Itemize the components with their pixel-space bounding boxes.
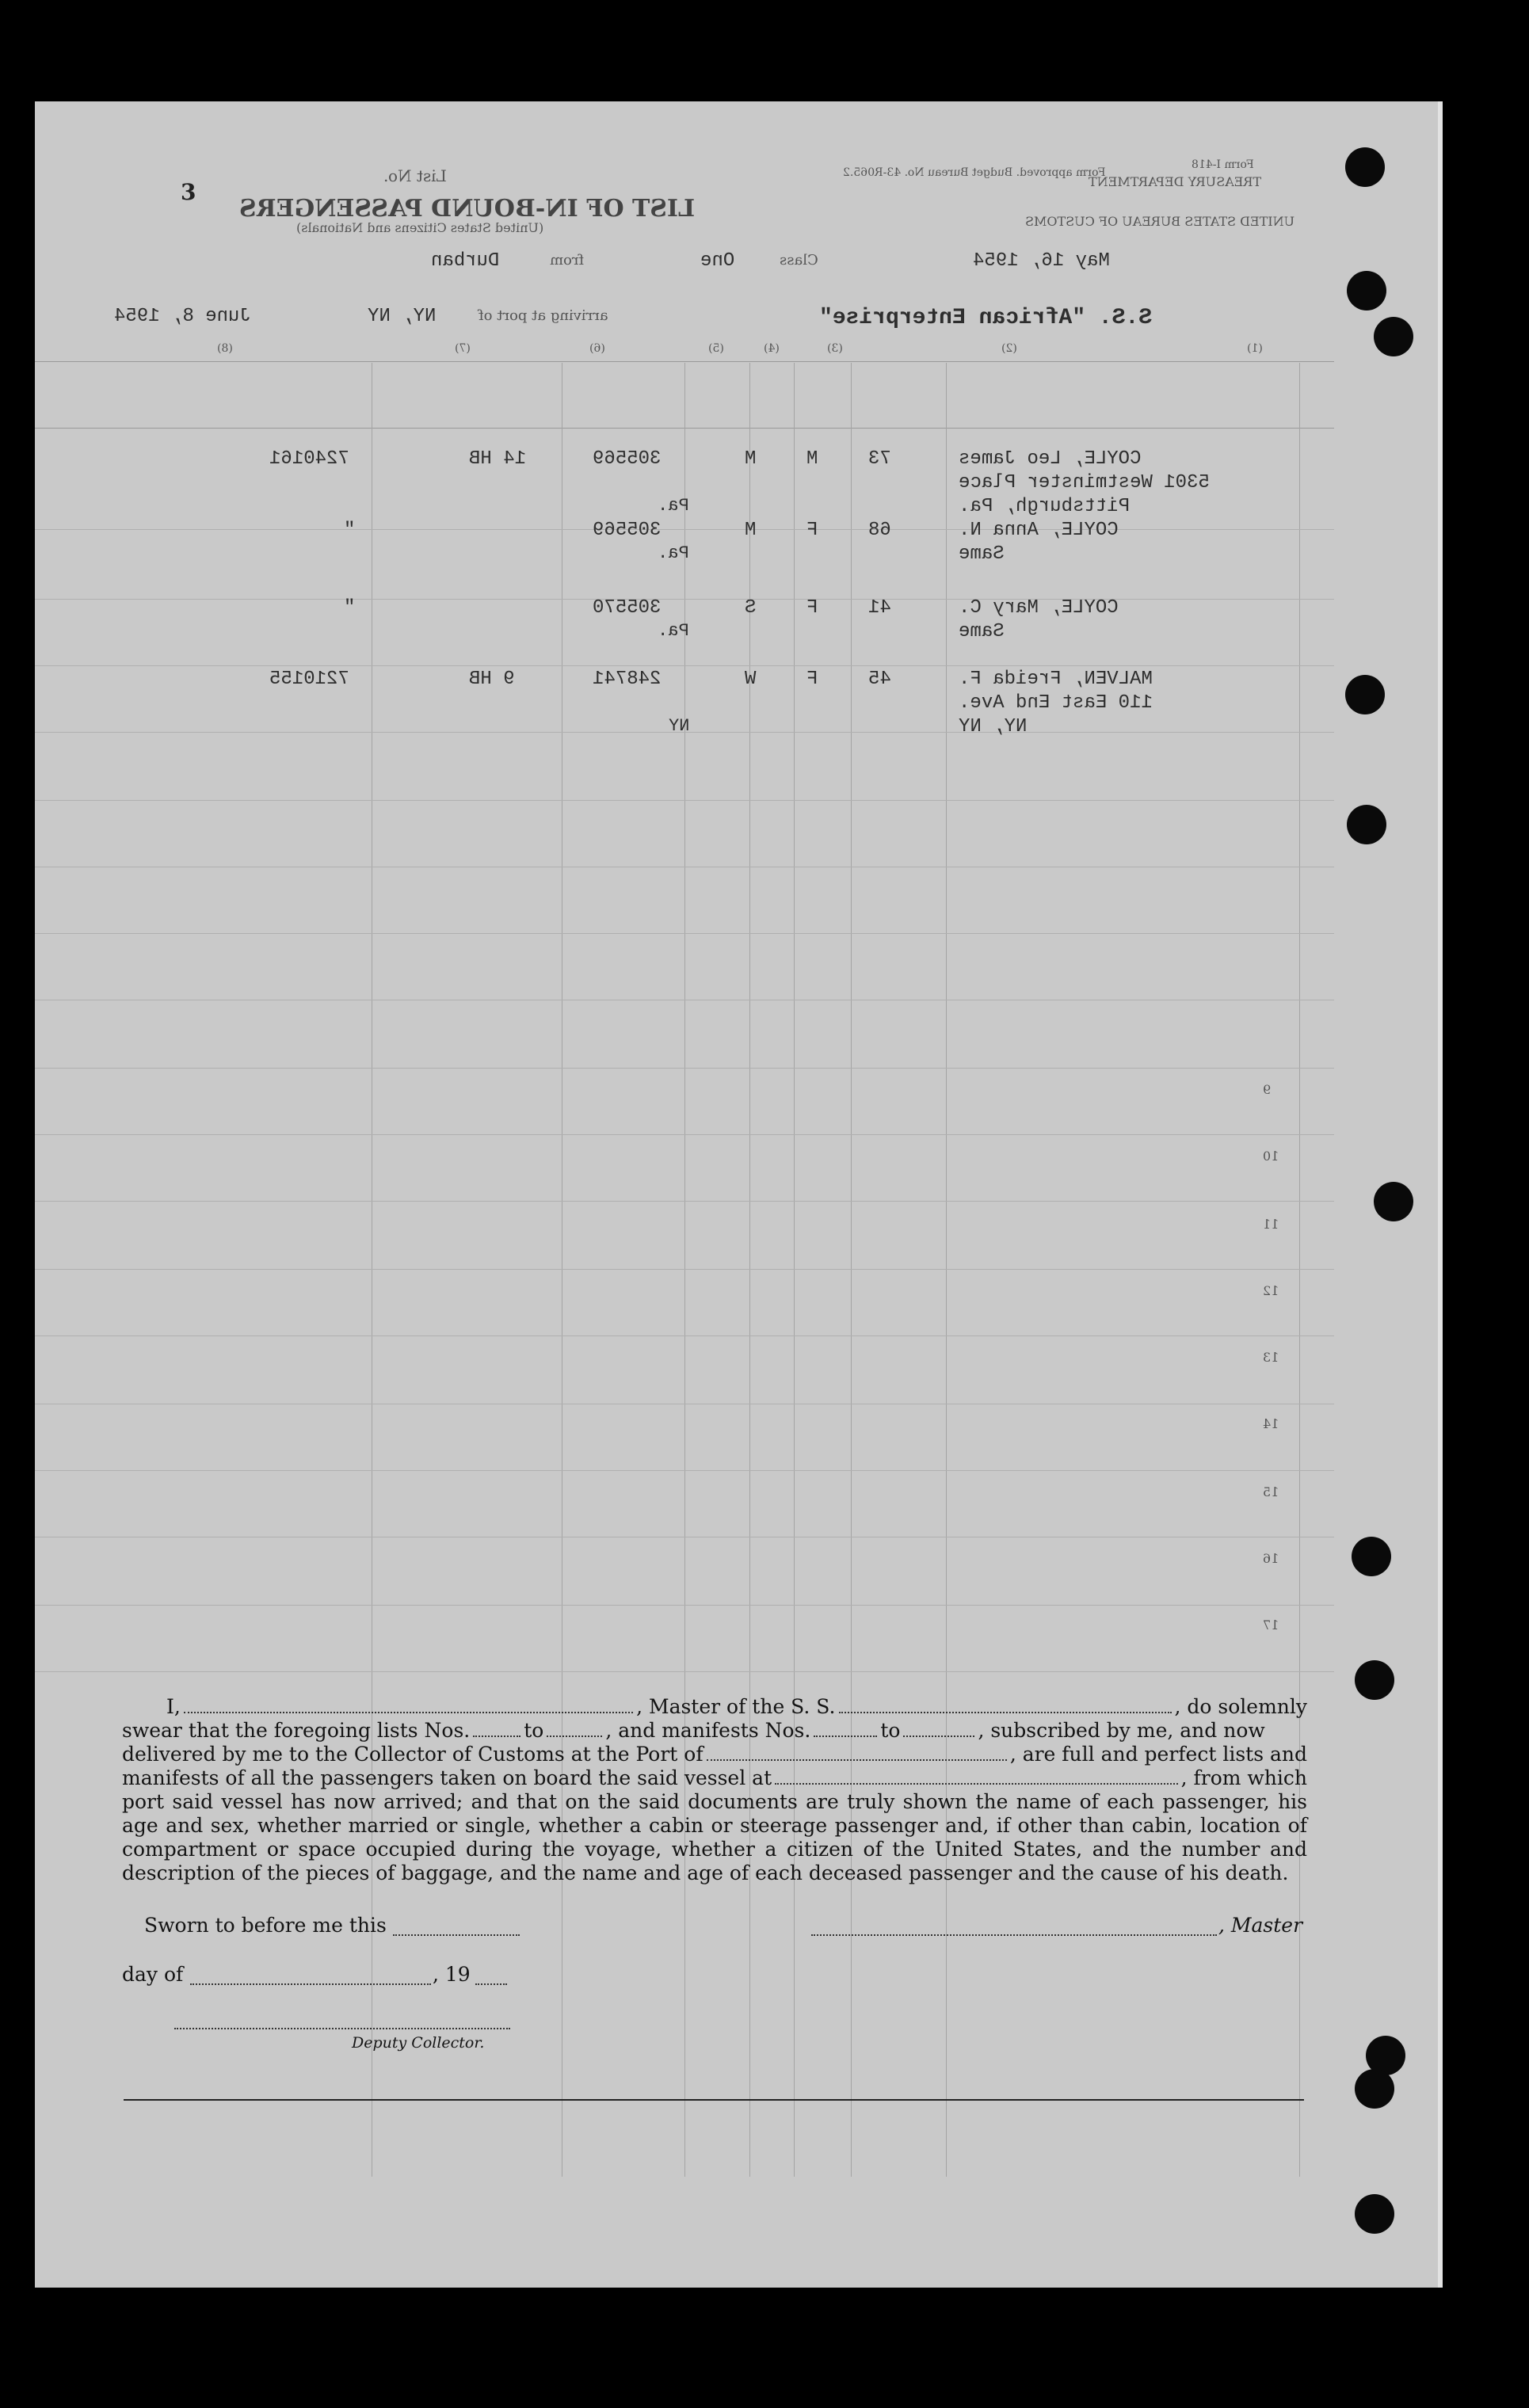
passenger-name: MALVEN, Freida F. [959, 669, 1153, 690]
col-number: (7) [455, 342, 471, 355]
row-number: 14 [1263, 1416, 1279, 1431]
row-rule [35, 665, 1334, 666]
passenger-cert: 248741 [593, 669, 662, 690]
passenger-address: NY, NY [959, 716, 1028, 737]
row-rule [35, 1134, 1334, 1135]
oath-text: , are full and perfect lists and [1009, 1743, 1307, 1766]
column-rule [851, 363, 852, 2177]
binder-hole [1345, 147, 1385, 187]
page-right-edge [1438, 101, 1443, 2288]
class-value: One [700, 250, 735, 272]
day-of-label: day of [122, 1963, 184, 1986]
oath-text: , subscribed by me, and now [978, 1719, 1265, 1742]
row-number: 10 [1263, 1149, 1279, 1164]
header-rule [35, 361, 1334, 362]
binder-hole [1345, 675, 1385, 714]
row-rule [35, 1335, 1334, 1336]
page-number: 3 [181, 179, 196, 205]
ship-name-field[interactable] [839, 1712, 1172, 1713]
passenger-age: 73 [868, 448, 891, 470]
class-label: Class [780, 252, 818, 269]
passenger-name: COYLE, Anna N. [959, 520, 1119, 541]
passenger-address: Same [959, 621, 1005, 642]
master-oath [122, 1695, 1307, 1885]
list-from-field[interactable] [473, 1736, 520, 1737]
binder-hole [1347, 805, 1386, 844]
oath-text: , from which [1180, 1766, 1307, 1789]
passenger-baggage: 7240161 [269, 448, 349, 470]
sworn-label: Sworn to before me this [144, 1914, 387, 1937]
passenger-address: 110 East End Ave. [959, 692, 1153, 714]
oath-text: delivered by me to the Collector of Customs at the Port of [122, 1743, 703, 1766]
budget-note: Form approved. Budget Bureau No. 43-R065.2 [843, 166, 1106, 179]
binder-hole [1355, 2194, 1394, 2234]
arrival-date: June 8, 1954 [114, 306, 251, 327]
department: TREASURY DEPARTMENT [1089, 174, 1262, 189]
arrival-port: NY, NY [368, 306, 437, 327]
passenger-age: 41 [868, 597, 891, 619]
row-rule [35, 599, 1334, 600]
oath-text: I, [166, 1695, 181, 1718]
oath-text: to [880, 1719, 901, 1742]
col-number: (5) [708, 342, 724, 355]
passenger-age: 45 [868, 669, 891, 690]
binder-hole [1374, 1182, 1413, 1221]
oath-text: , do solemnly [1174, 1695, 1307, 1718]
column-rule [1299, 363, 1300, 2177]
list-to-field[interactable] [547, 1736, 602, 1737]
bureau: UNITED STATES BUREAU OF CUSTOMS [1025, 214, 1295, 229]
col-number: (2) [1001, 342, 1017, 355]
row-rule [35, 1470, 1334, 1471]
passenger-sex: F [806, 597, 818, 619]
column-rule [794, 363, 795, 2177]
binder-hole [1374, 317, 1413, 356]
row-number: 17 [1263, 1617, 1279, 1633]
list-no-label: List No. [383, 166, 447, 185]
manifest-to-field[interactable] [903, 1736, 974, 1737]
passenger-state: NY [669, 716, 690, 736]
row-rule [35, 1201, 1334, 1202]
passenger-state: Pa. [658, 543, 689, 563]
master-signature-field[interactable] [811, 1934, 1217, 1936]
passenger-baggage: " [344, 520, 356, 541]
manifest-page [35, 101, 1443, 2288]
list-title: LIST OF IN-BOUND PASSENGERS [239, 195, 696, 223]
column-rule [749, 363, 750, 2177]
sworn-date-field[interactable] [393, 1934, 520, 1936]
row-number: 16 [1263, 1551, 1279, 1566]
departure-port: Durban [431, 250, 500, 272]
row-rule [35, 1671, 1334, 1672]
col-number: (3) [827, 342, 843, 355]
deputy-signature-field[interactable] [174, 2028, 510, 2029]
oath-text: manifests of all the passengers taken on board the said vessel at [122, 1766, 772, 1789]
departure-date: May 16, 1954 [973, 250, 1110, 272]
deputy-collector-label: Deputy Collector. [352, 2034, 485, 2052]
col-number: (1) [1247, 342, 1263, 355]
row-rule [35, 529, 1334, 530]
passenger-baggage: 7210155 [269, 669, 349, 690]
passenger-sex: M [806, 448, 818, 470]
row-number: 15 [1263, 1484, 1279, 1499]
oath-text: , Master of the S. S. [636, 1695, 836, 1718]
passenger-baggage: " [344, 597, 356, 619]
passenger-marital: W [745, 669, 757, 690]
passenger-age: 68 [868, 520, 891, 541]
bottom-rule [124, 2099, 1304, 2101]
passenger-compartment: 9 HB [469, 669, 515, 690]
passenger-state: Pa. [658, 621, 689, 641]
row-rule [35, 933, 1334, 934]
form-number: Form I-418 [1192, 158, 1254, 171]
passenger-address: Pittsburgh, Pa. [959, 496, 1131, 517]
oath-body: port said vessel has now arrived; and that on the said documents are truly shown the name of each passenger, his age and sex, whether married or single, whether a cabin or steerage passenger and, if other than cabin, location of compartment or space occupied during the voyage, whether a citizen of the United States, and the number and description of the pieces of baggage, and the name and age of each deceased passenger and the cause of his death. [122, 1790, 1307, 1884]
passenger-sex: F [806, 669, 818, 690]
passenger-name: COYLE, Leo James [959, 448, 1142, 470]
row-number: 13 [1263, 1350, 1279, 1365]
manifest-from-field[interactable] [814, 1736, 877, 1737]
master-label: , Master [1218, 1914, 1303, 1937]
binder-hole [1355, 1660, 1394, 1700]
master-name-field[interactable] [184, 1712, 633, 1713]
year-field[interactable] [475, 1983, 507, 1985]
arriving-label: arriving at port of [479, 307, 608, 324]
row-rule [35, 800, 1334, 801]
row-rule [35, 1269, 1334, 1270]
passenger-cert: 305569 [593, 448, 662, 470]
from-label: from [550, 252, 585, 269]
row-rule [35, 1068, 1334, 1069]
binder-hole [1347, 271, 1386, 311]
binder-hole [1355, 2069, 1394, 2109]
passenger-marital: M [745, 448, 757, 470]
column-rule [946, 363, 947, 2177]
binder-hole [1352, 1537, 1391, 1576]
col-number: (8) [217, 342, 233, 355]
col-number: (4) [764, 342, 780, 355]
passenger-marital: M [745, 520, 757, 541]
day-of-field[interactable] [190, 1983, 431, 1985]
boarding-port-field[interactable] [775, 1783, 1177, 1785]
oath-text: swear that the foregoing lists Nos. [122, 1719, 471, 1742]
col-number: (6) [589, 342, 605, 355]
passenger-cert: 305570 [593, 597, 662, 619]
vessel-name: S.S. "African Enterprise" [819, 306, 1153, 330]
oath-text: to [524, 1719, 544, 1742]
passenger-cert: 305569 [593, 520, 662, 541]
port-field[interactable] [707, 1759, 1007, 1761]
list-subtitle: (United States Citizens and Nationals) [296, 220, 544, 235]
row-number: 11 [1263, 1217, 1279, 1232]
passenger-compartment: 14 HB [469, 448, 527, 470]
passenger-address: Same [959, 543, 1005, 565]
passenger-address: 5301 Westminster Place [959, 472, 1210, 493]
year-label: , 19 [433, 1963, 471, 1986]
oath-text: , and manifests Nos. [605, 1719, 811, 1742]
passenger-name: COYLE, Mary C. [959, 597, 1119, 619]
passenger-sex: F [806, 520, 818, 541]
passenger-state: Pa. [658, 496, 689, 516]
row-number: 12 [1263, 1283, 1279, 1298]
passenger-marital: S [745, 597, 757, 619]
row-rule [35, 1605, 1334, 1606]
row-number: 9 [1263, 1082, 1272, 1097]
